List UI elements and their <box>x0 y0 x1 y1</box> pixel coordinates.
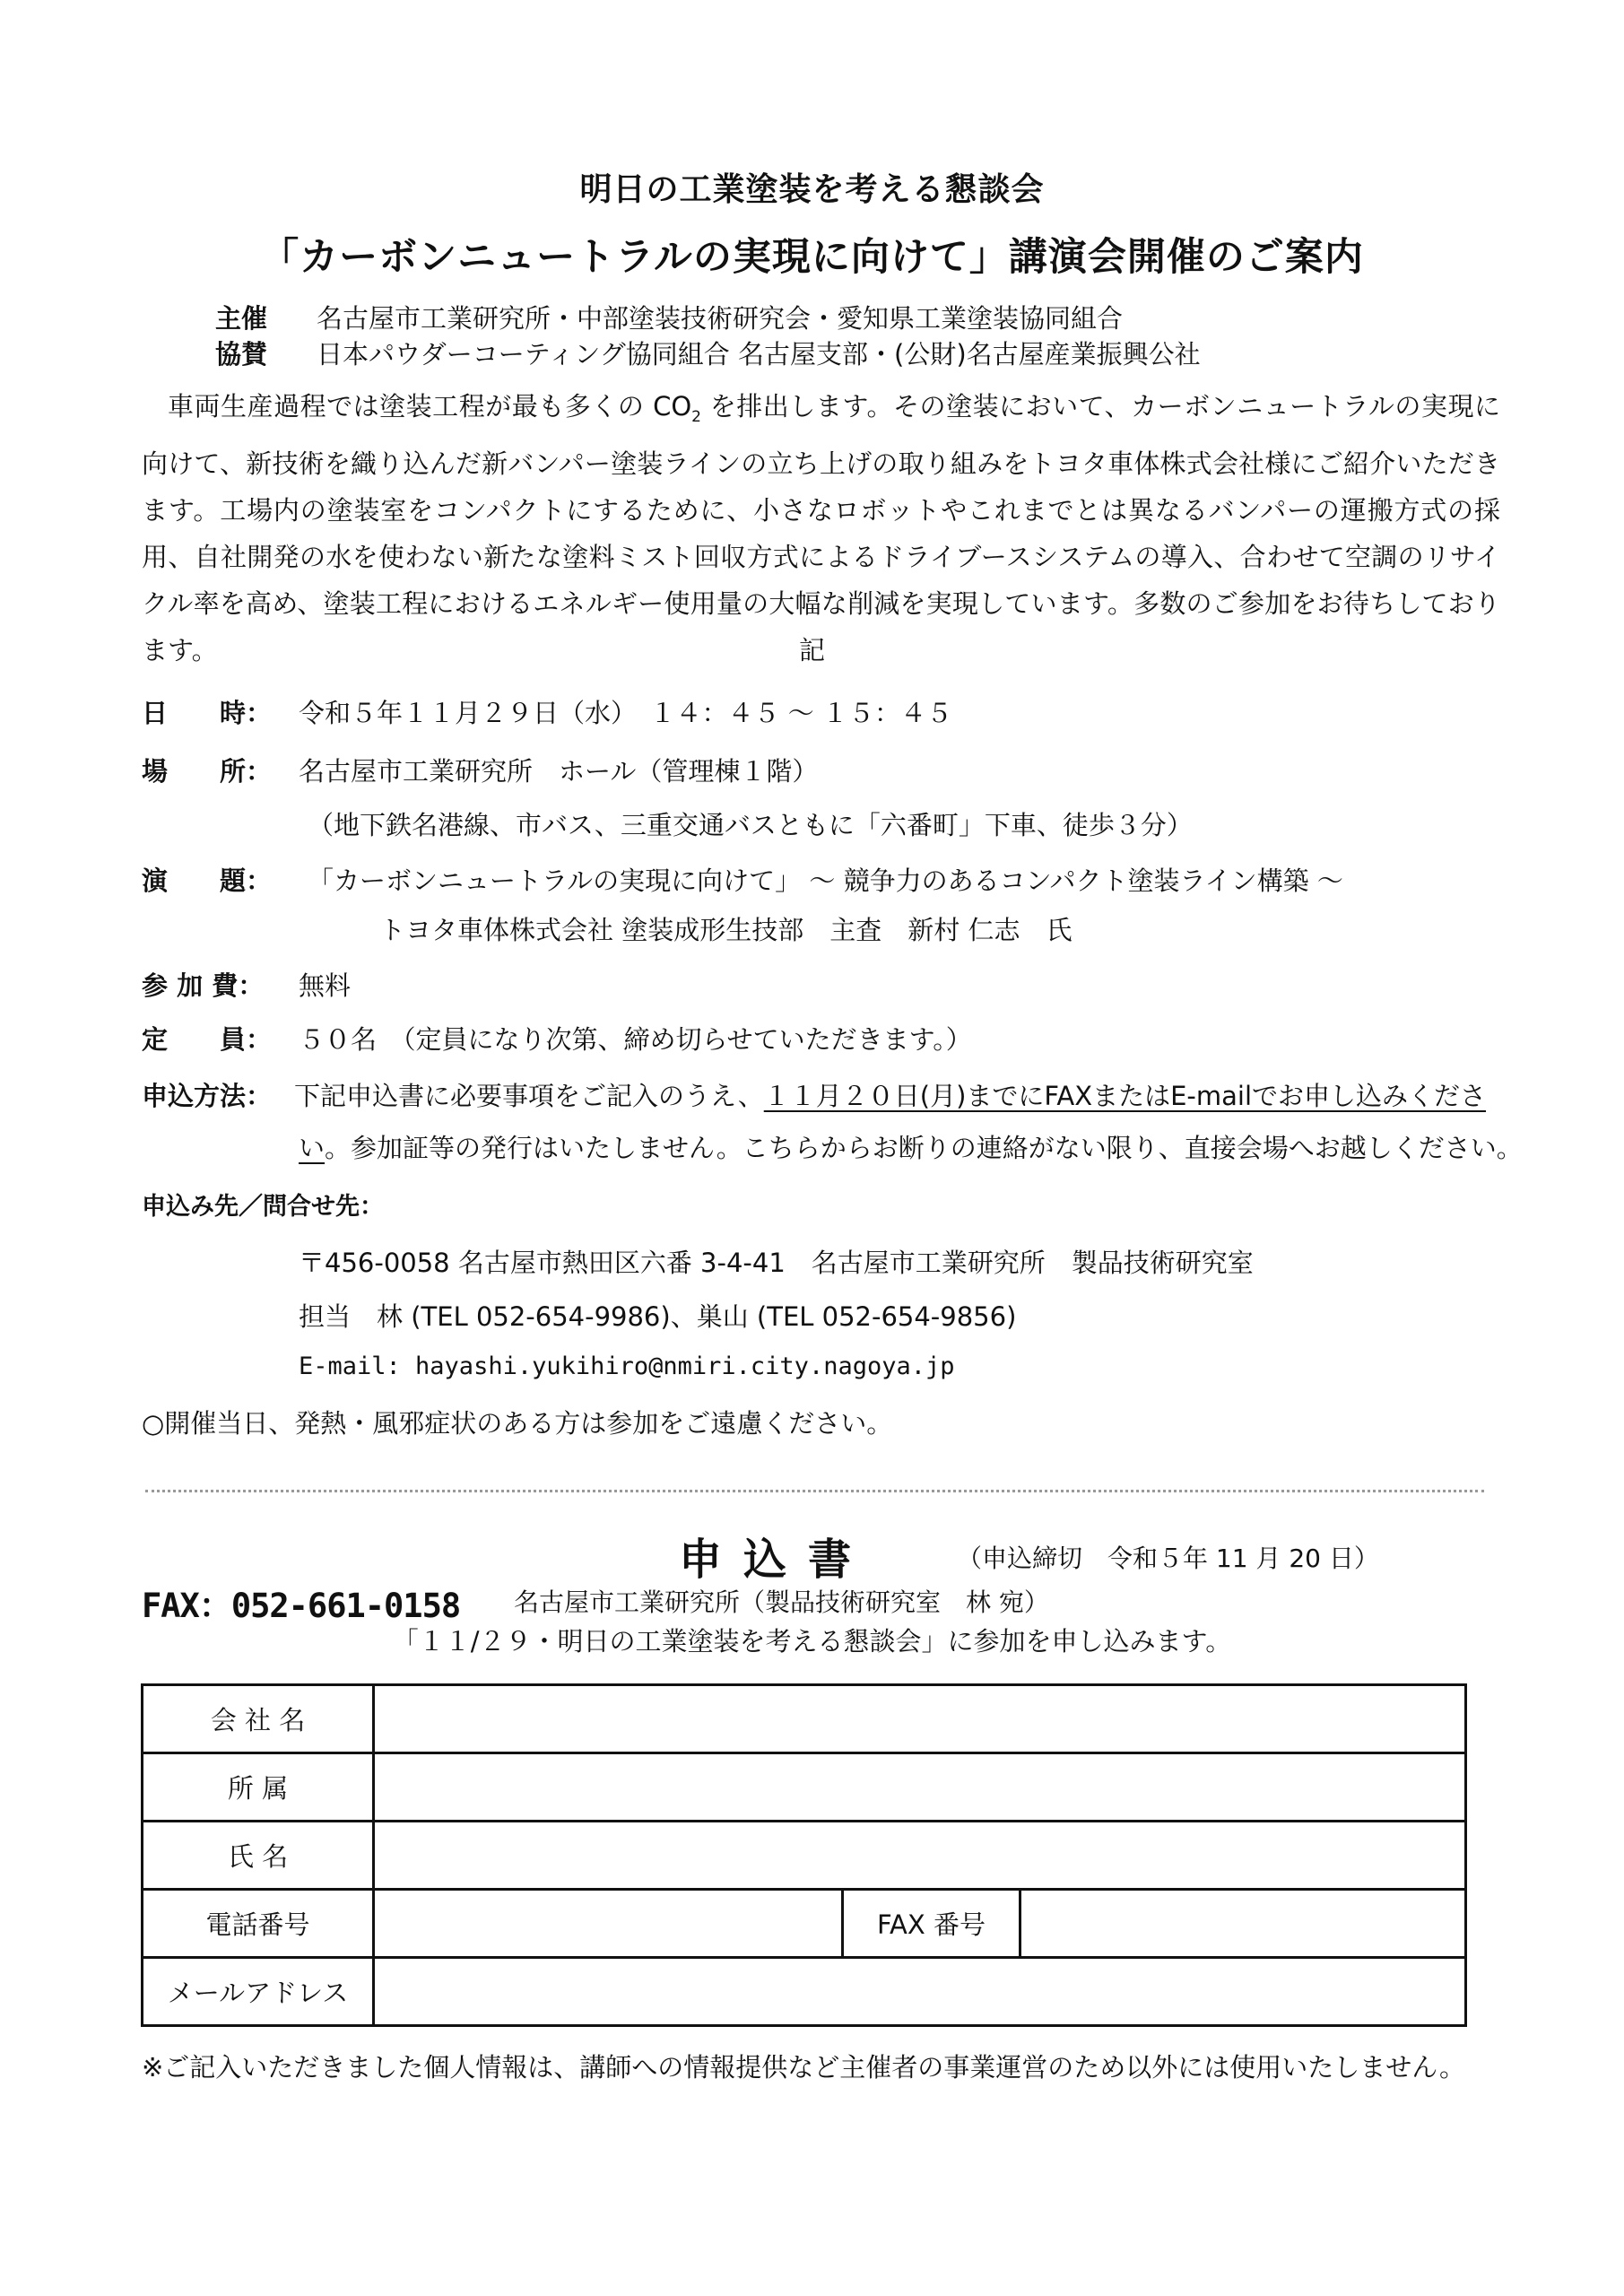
method-line2 <box>299 1128 1523 1165</box>
topic-label: 演 題： <box>142 865 273 896</box>
application-addressee: 名古屋市工業研究所（製品技術研究室 林 宛） <box>514 1587 1049 1617</box>
co2-subscript: 2 <box>691 407 701 426</box>
department-label: 所 属 <box>143 1753 374 1822</box>
method-line1 <box>294 1076 1486 1113</box>
topic-value: 「カーボンニュートラルの実現に向けて」 〜 競争力のあるコンパクト塗装ライン構築 〜 <box>308 865 1343 896</box>
company-field[interactable] <box>374 1685 1466 1753</box>
host-label: 主催 <box>215 303 268 334</box>
fee-label: 参 加 費： <box>142 970 265 1001</box>
form-row-phone-fax <box>143 1890 1466 1958</box>
datetime-label: 日 時： <box>142 698 273 728</box>
ki-mark: 記 <box>798 635 825 665</box>
health-notice: ○開催当日、発熱・風邪症状のある方は参加をご遠慮ください。 <box>142 1408 893 1439</box>
application-form <box>141 1683 1467 2027</box>
fax-number: FAX：052-661-0158 <box>142 1587 461 1625</box>
contact-address: 〒456-0058 名古屋市熱田区六番 3-4-41 名古屋市工業研究所 製品技術研究室 <box>299 1248 1254 1278</box>
place-access: （地下鉄名港線、市バス、三重交通バスともに「六番町」下車、徒歩３分） <box>308 810 1193 840</box>
method-deadline: １１月２０日(月)までにFAXまたはE-mailでお申し込みくださ <box>763 1081 1487 1111</box>
support-text: 日本パウダーコーティング協同組合 名古屋支部・(公財)名古屋産業振興公社 <box>317 339 1201 370</box>
fax-label: FAX 番号 <box>843 1890 1020 1958</box>
phone-field[interactable] <box>374 1890 843 1958</box>
contact-label: 申込み先／問合せ先： <box>142 1193 384 1221</box>
name-label: 氏 名 <box>143 1822 374 1890</box>
form-row-company <box>143 1685 1466 1753</box>
email-field[interactable] <box>374 1958 1466 2026</box>
speaker: トヨタ車体株式会社 塗装成形生技部 主査 新村 仁志 氏 <box>379 915 1073 945</box>
intro-text-b: を排出します。その塗装において、カーボンニュートラルの実現に向けて、新技術を織り込んだ新バンパー塗装ラインの立ち上げの取り組みをトヨタ車体株式会社様にご紹介いただきます。工場内の塗装室をコンパクトにするために、小さなロボットやこれまでとは異なるバンパーの運搬方式の採用、自社開発の水を使わない新たな塗料ミスト回収方式によるドライブースシステムの導入、合わせて空調のリサイクル率を高め、塗装工程におけるエネルギー使用量の大幅な削減を実現しています。多数のご参加をお待ちしております。 <box>142 391 1500 665</box>
name-field[interactable] <box>374 1822 1466 1890</box>
application-title: 申込書 <box>679 1535 873 1585</box>
support-label: 協賛 <box>215 339 268 370</box>
contact-person: 担当 林 (TEL 052-654-9986)、巣山 (TEL 052-654-9856) <box>299 1301 1017 1332</box>
form-row-name <box>143 1822 1466 1890</box>
phone-label: 電話番号 <box>143 1890 374 1958</box>
department-field[interactable] <box>374 1753 1466 1822</box>
fee-value: 無料 <box>299 970 352 1001</box>
apply-statement: 「１１/２９・明日の工業塗装を考える懇談会」に参加を申し込みます。 <box>392 1626 1232 1657</box>
method-label: 申込方法： <box>142 1081 273 1111</box>
form-row-department <box>143 1753 1466 1822</box>
method-pre: 下記申込書に必要事項をご記入のうえ、 <box>294 1081 764 1111</box>
company-label: 会 社 名 <box>143 1685 374 1753</box>
cut-line <box>145 1490 1484 1492</box>
co2-main: CO <box>653 391 692 422</box>
fax-field[interactable] <box>1020 1890 1466 1958</box>
contact-email[interactable]: E-mail: hayashi.yukihiro@nmiri.city.nagoya.jp <box>299 1352 955 1380</box>
method-deadline-cont: い <box>299 1133 326 1163</box>
place-value: 名古屋市工業研究所 ホール（管理棟１階） <box>299 756 819 787</box>
place-label: 場 所： <box>142 756 273 787</box>
method-rest: 。参加証等の発行はいたしません。こちらからお断りの連絡がない限り、直接会場へお越しください。 <box>325 1133 1523 1163</box>
capacity-label: 定 員： <box>142 1024 273 1055</box>
email-label: メールアドレス <box>143 1958 374 2026</box>
host-text: 名古屋市工業研究所・中部塗装技術研究会・愛知県工業塗装協同組合 <box>317 303 1124 334</box>
intro-text-a: 車両生産過程では塗装工程が最も多くの <box>168 391 654 422</box>
lecture-title: 「カーボンニュートラルの実現に向けて」講演会開催のご案内 <box>260 235 1364 280</box>
form-row-email <box>143 1958 1466 2026</box>
privacy-note: ※ご記入いただきました個人情報は、講師への情報提供など主催者の事業運営のため以外には使用いたしません。 <box>142 2052 1466 2083</box>
event-series-title: 明日の工業塗装を考える懇談会 <box>579 171 1045 208</box>
datetime-value: 令和５年１１月２９日（水） １４：４５ 〜 １５：４５ <box>299 698 952 728</box>
application-deadline: （申込締切 令和５年 11 月 20 日） <box>957 1544 1379 1573</box>
capacity-value: ５０名 （定員になり次第、締め切らせていただきます。） <box>299 1024 972 1055</box>
